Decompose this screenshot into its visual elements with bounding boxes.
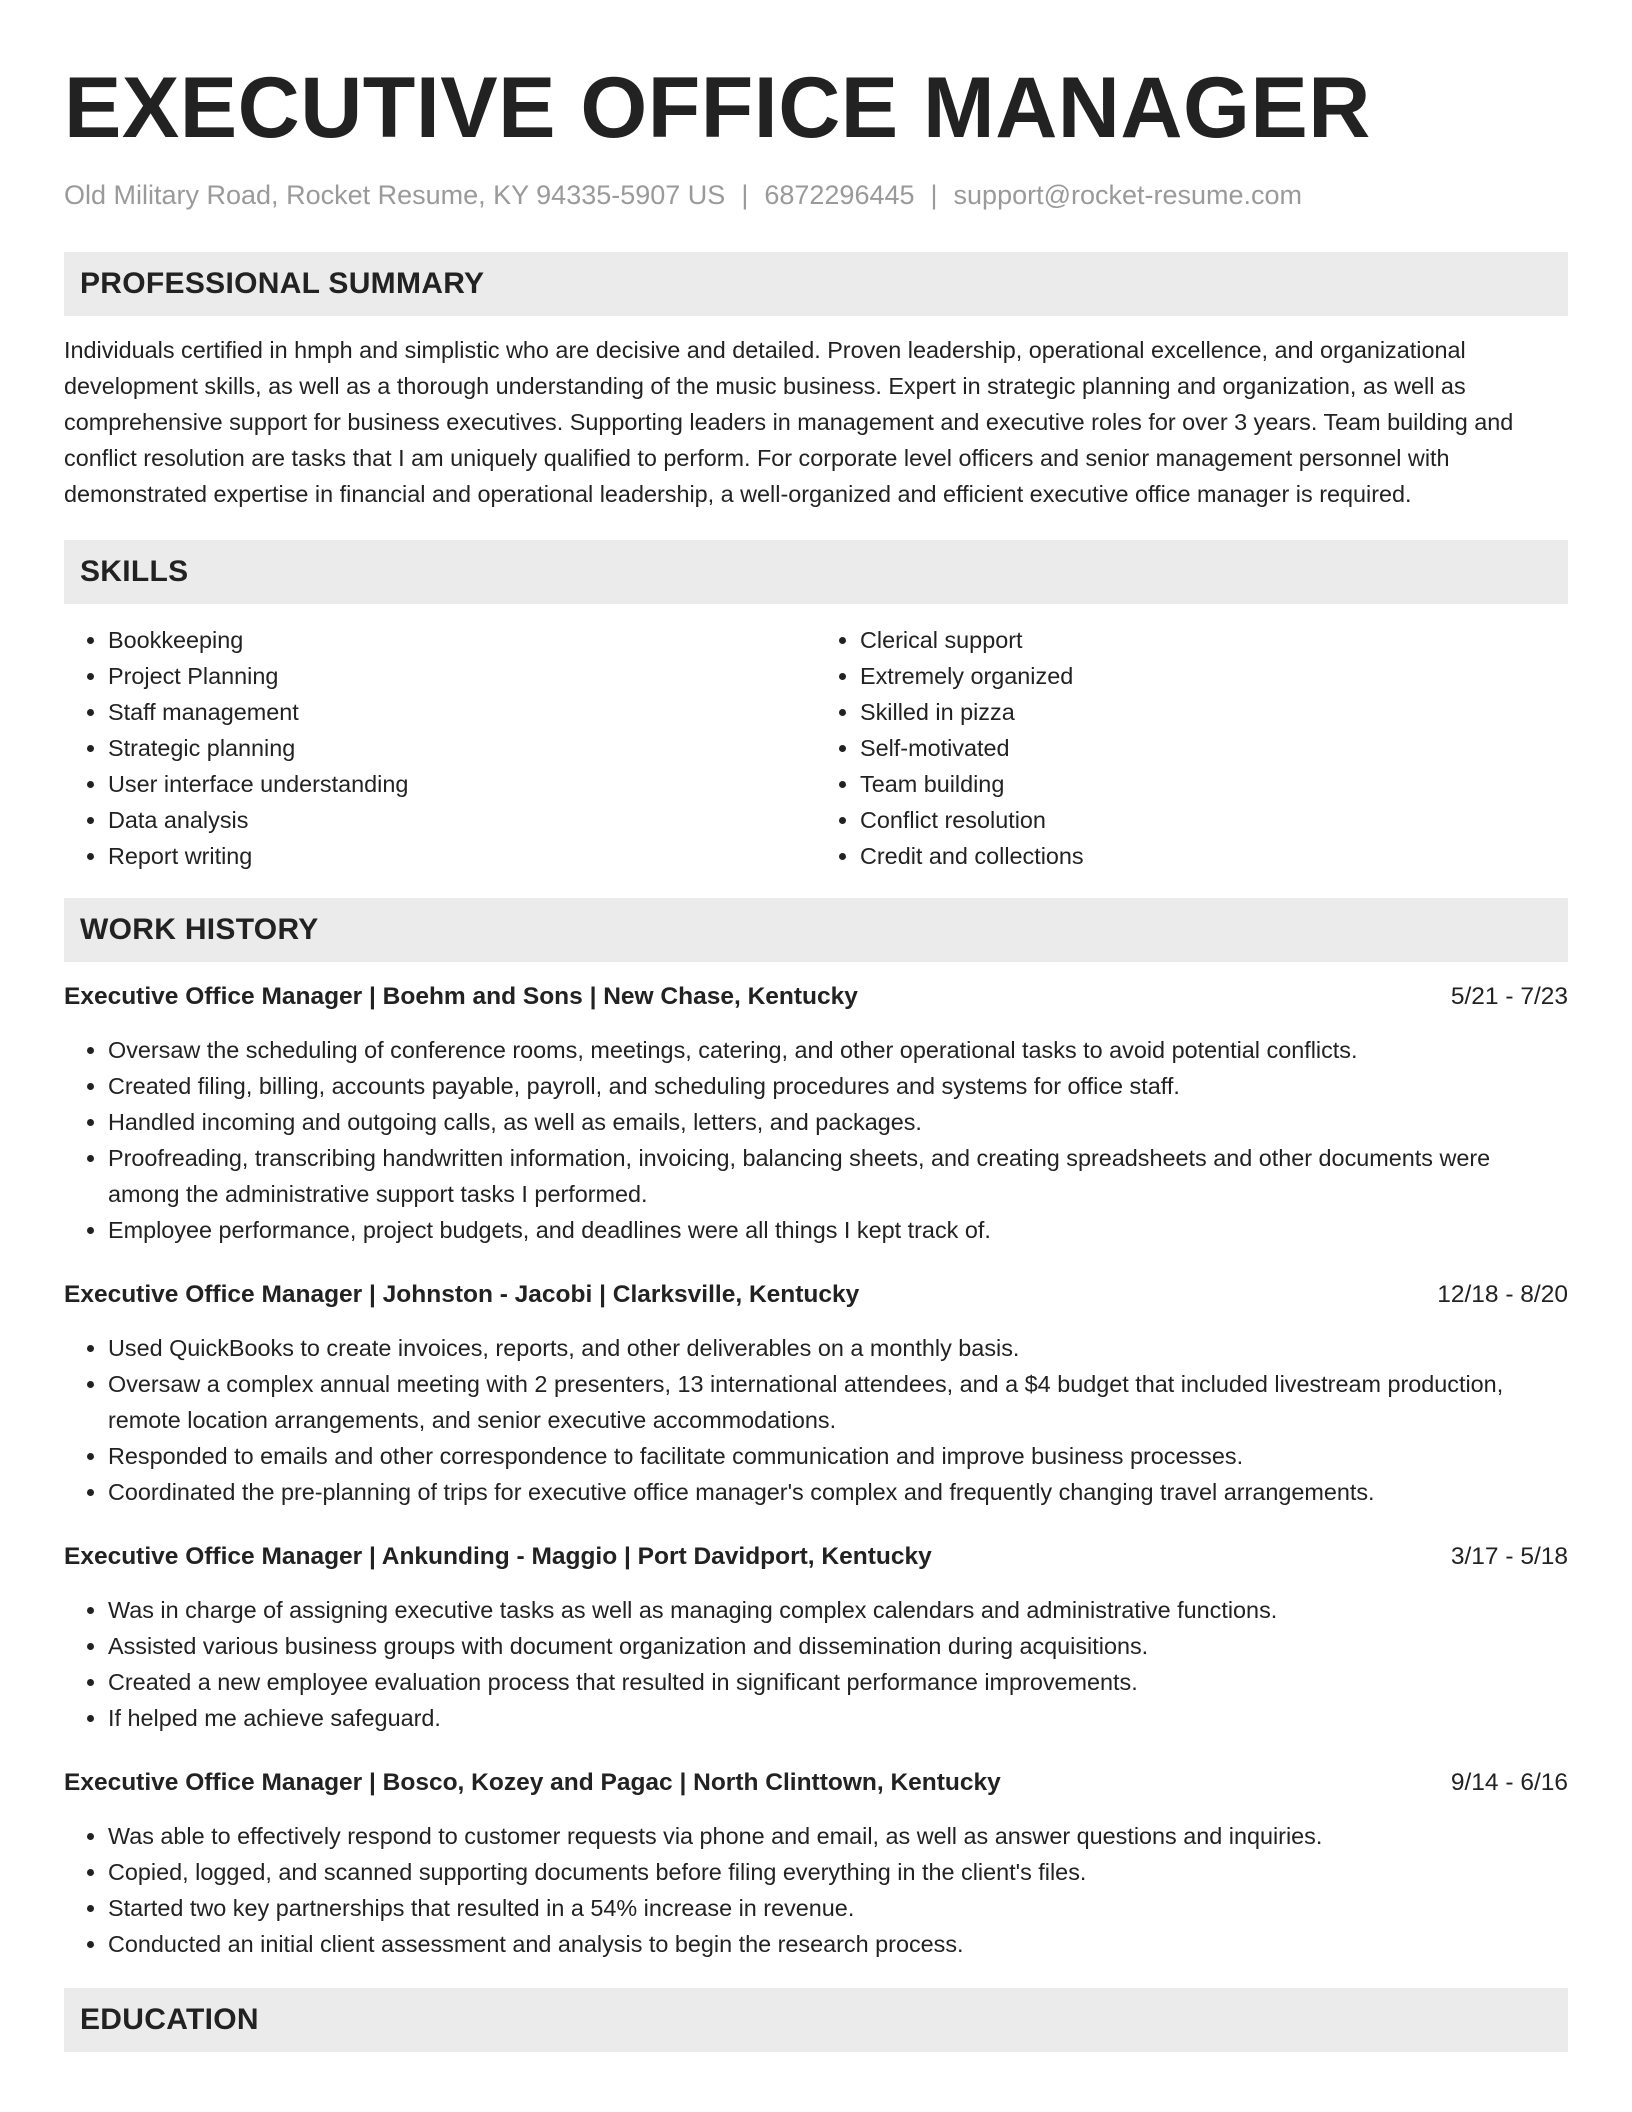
list-item: • Employee performance, project budgets, and deadlines were all things I kept track of.	[108, 1212, 1568, 1248]
list-item: • Used QuickBooks to create invoices, reports, and other deliverables on a monthly basis.	[108, 1330, 1568, 1366]
list-item: • User interface understanding	[108, 766, 816, 802]
job-header	[64, 980, 1568, 1014]
list-item: • Self-motivated	[860, 730, 1568, 766]
section-header-education: EDUCATION	[64, 1988, 1568, 2052]
contact-line	[64, 178, 1568, 212]
contact-email: support@rocket-resume.com	[953, 180, 1303, 210]
job-entry	[64, 1278, 1568, 1510]
list-item: • Was in charge of assigning executive tasks as well as managing complex calendars and administrative functions.	[108, 1592, 1568, 1628]
job-bullets	[64, 1592, 1568, 1736]
list-item: • Extremely organized	[860, 658, 1568, 694]
list-item: • Was able to effectively respond to customer requests via phone and email, as well as answer questions and inquiries.	[108, 1818, 1568, 1854]
job-entry	[64, 1766, 1568, 1962]
list-item: • Team building	[860, 766, 1568, 802]
list-item: • Responded to emails and other correspondence to facilitate communication and improve business processes.	[108, 1438, 1568, 1474]
list-item: • Strategic planning	[108, 730, 816, 766]
list-item: • Oversaw a complex annual meeting with 2 presenters, 13 international attendees, and a $4 budget that included livestream production, remote location arrangements, and senior executive accommodations.	[108, 1366, 1568, 1438]
job-title: Executive Office Manager | Bosco, Kozey and Pagac | North Clinttown, Kentucky	[64, 1769, 1001, 1796]
contact-address: Old Military Road, Rocket Resume, KY 94335-5907 US	[64, 180, 726, 210]
skills-grid	[64, 622, 1568, 874]
job-dates: 9/14 - 6/16	[1450, 1769, 1568, 1796]
contact-separator: |	[741, 180, 749, 210]
work-history-list	[64, 980, 1568, 1962]
job-header	[64, 1540, 1568, 1574]
job-entry	[64, 980, 1568, 1248]
list-item: • Copied, logged, and scanned supporting documents before filing everything in the client's files.	[108, 1854, 1568, 1890]
job-header	[64, 1766, 1568, 1800]
list-item: • Credit and collections	[860, 838, 1568, 874]
list-item: • Data analysis	[108, 802, 816, 838]
list-item: • If helped me achieve safeguard.	[108, 1700, 1568, 1736]
list-item: • Report writing	[108, 838, 816, 874]
job-dates: 3/17 - 5/18	[1450, 1543, 1568, 1570]
list-item: • Skilled in pizza	[860, 694, 1568, 730]
job-title: Executive Office Manager | Johnston - Jacobi | Clarksville, Kentucky	[64, 1281, 860, 1308]
list-item: • Oversaw the scheduling of conference rooms, meetings, catering, and other operational tasks to avoid potential conflicts.	[108, 1032, 1568, 1068]
job-bullets	[64, 1032, 1568, 1248]
skills-column-right	[816, 622, 1568, 874]
job-entry	[64, 1540, 1568, 1736]
list-item: • Bookkeeping	[108, 622, 816, 658]
job-title: Executive Office Manager | Boehm and Sons | New Chase, Kentucky	[64, 983, 858, 1010]
section-header-skills: SKILLS	[64, 540, 1568, 604]
list-item: • Conflict resolution	[860, 802, 1568, 838]
job-dates: 5/21 - 7/23	[1450, 983, 1568, 1010]
list-item: • Staff management	[108, 694, 816, 730]
list-item: • Handled incoming and outgoing calls, as well as emails, letters, and packages.	[108, 1104, 1568, 1140]
section-header-work-history: WORK HISTORY	[64, 898, 1568, 962]
skills-column-left	[64, 622, 816, 874]
contact-phone: 6872296445	[764, 180, 915, 210]
section-header-summary: PROFESSIONAL SUMMARY	[64, 252, 1568, 316]
job-header	[64, 1278, 1568, 1312]
list-item: • Created a new employee evaluation process that resulted in significant performance improvements.	[108, 1664, 1568, 1700]
list-item: • Assisted various business groups with document organization and dissemination during acquisitions.	[108, 1628, 1568, 1664]
list-item: • Created filing, billing, accounts payable, payroll, and scheduling procedures and systems for office staff.	[108, 1068, 1568, 1104]
job-dates: 12/18 - 8/20	[1437, 1281, 1568, 1308]
list-item: • Project Planning	[108, 658, 816, 694]
job-title: Executive Office Manager | Ankunding - Maggio | Port Davidport, Kentucky	[64, 1543, 932, 1570]
list-item: • Coordinated the pre-planning of trips for executive office manager's complex and frequently changing travel arrangements.	[108, 1474, 1568, 1510]
list-item: • Proofreading, transcribing handwritten information, invoicing, balancing sheets, and creating spreadsheets and other documents were among the administrative support tasks I performed.	[108, 1140, 1568, 1212]
candidate-name: EXECUTIVE OFFICE MANAGER	[64, 60, 1371, 156]
list-item: • Conducted an initial client assessment and analysis to begin the research process.	[108, 1926, 1568, 1962]
job-bullets	[64, 1818, 1568, 1962]
contact-separator: |	[930, 180, 938, 210]
summary-text: Individuals certified in hmph and simplistic who are decisive and detailed. Proven leadership, operational excellence, and organizational development skills, as well as a thorough understanding of the music business. Expert in strategic planning and organization, as well as comprehensive support for business executives. Supporting leaders in management and executive roles for over 3 years. Team building and conflict resolution are tasks that I am uniquely qualified to perform. For corporate level officers and senior management personnel with demonstrated expertise in financial and operational leadership, a well-organized and efficient executive office manager is required.	[64, 337, 1514, 507]
list-item: • Started two key partnerships that resulted in a 54% increase in revenue.	[108, 1890, 1568, 1926]
job-bullets	[64, 1330, 1568, 1510]
list-item: • Clerical support	[860, 622, 1568, 658]
